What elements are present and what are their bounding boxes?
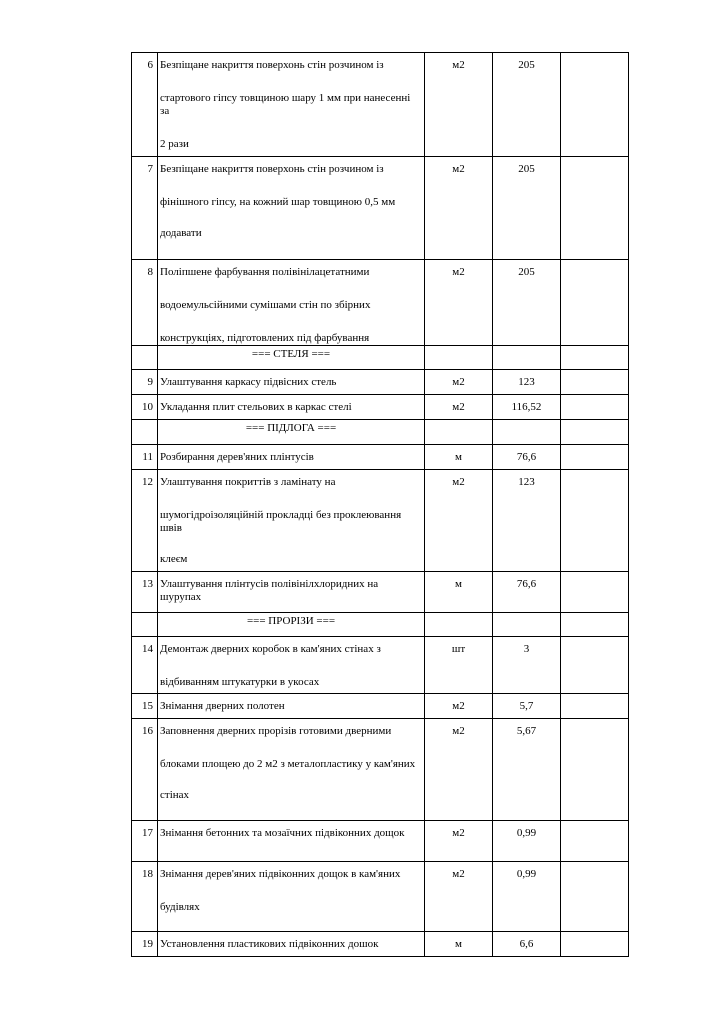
unit-cell: м2 [425,53,493,157]
description-line: Заповнення дверних прорізів готовими дверними [160,725,392,737]
description-line: блоками площею до 2 м2 з металопластику у кам'яних [160,758,416,770]
table-row [132,932,629,957]
unit-cell: м [425,445,493,470]
table-row [132,637,629,694]
table-row [132,157,629,260]
work-description [158,395,425,420]
work-description [158,821,425,862]
work-description [158,260,425,346]
empty-cell [561,53,629,157]
unit-cell: м [425,932,493,957]
row-number: 17 [132,821,158,862]
description-line: стінах [160,789,190,801]
work-description [158,572,425,613]
description-line: Знімання дерев'яних підвіконних дощок в кам'яних [160,868,401,880]
table-row [132,572,629,613]
quantity-cell: 5,67 [493,719,561,821]
description-line: Улаштування каркасу підвісних стель [160,376,337,388]
number-cell [132,613,158,637]
row-number: 11 [132,445,158,470]
quantity-cell: 5,7 [493,694,561,719]
description-line: Улаштування плінтусів полівінілхлоридних на шурупах [160,578,379,603]
empty-cell [561,637,629,694]
work-description [158,694,425,719]
number-cell [132,420,158,445]
quantity-cell: 0,99 [493,821,561,862]
empty-cell [561,719,629,821]
empty-cell [425,346,493,370]
unit-cell: м2 [425,719,493,821]
description-line: шумогідроізоляційній прокладці без проклеювання швів [160,509,402,534]
work-description [158,157,425,260]
quantity-cell: 76,6 [493,445,561,470]
description-line: Розбирання дерев'яних плінтусів [160,451,314,463]
empty-cell [493,346,561,370]
description-line: Установлення пластикових підвіконних дошок [160,938,379,950]
empty-cell [561,572,629,613]
empty-cell [561,445,629,470]
unit-cell: м2 [425,694,493,719]
empty-cell [561,932,629,957]
description-line: Улаштування покриттів з ламінату на [160,476,336,488]
description-line: Укладання плит стельових в каркас стелі [160,401,352,413]
table-row [132,370,629,395]
quantity-cell: 0,99 [493,862,561,932]
row-number: 13 [132,572,158,613]
quantity-cell: 123 [493,470,561,572]
work-description [158,53,425,157]
quantity-cell: 76,6 [493,572,561,613]
empty-cell [561,346,629,370]
empty-cell [561,613,629,637]
row-number: 18 [132,862,158,932]
empty-cell [561,395,629,420]
row-number: 16 [132,719,158,821]
work-description [158,370,425,395]
description-line: Знімання дверних полотен [160,700,285,712]
unit-cell: м2 [425,157,493,260]
table-row [132,470,629,572]
quantity-cell: 205 [493,157,561,260]
work-description [158,862,425,932]
unit-cell: шт [425,637,493,694]
works-table [131,52,629,957]
unit-cell: м2 [425,862,493,932]
empty-cell [561,821,629,862]
section-title: === ПІДЛОГА === [158,420,425,445]
works-table-body [132,53,629,957]
section-row [132,346,629,370]
row-number: 10 [132,395,158,420]
unit-cell: м [425,572,493,613]
work-description [158,932,425,957]
quantity-cell: 123 [493,370,561,395]
row-number: 15 [132,694,158,719]
empty-cell [425,613,493,637]
row-number: 8 [132,260,158,346]
description-line: Безпіщане накриття поверхонь стін розчином із [160,163,384,175]
table-row [132,821,629,862]
empty-cell [561,420,629,445]
description-line: клеєм [160,553,188,565]
number-cell [132,346,158,370]
empty-cell [561,260,629,346]
section-title: === СТЕЛЯ === [158,346,425,370]
description-line: Демонтаж дверних коробок в кам'яних стінах з [160,643,381,655]
row-number: 19 [132,932,158,957]
work-description [158,470,425,572]
description-line: стартового гіпсу товщиною шару 1 мм при нанесенні за [160,92,411,117]
work-description [158,719,425,821]
work-description [158,445,425,470]
unit-cell: м2 [425,260,493,346]
empty-cell [493,420,561,445]
table-row [132,395,629,420]
description-line: Знімання бетонних та мозаїчних підвіконних дощок [160,827,405,839]
row-number: 7 [132,157,158,260]
empty-cell [561,157,629,260]
empty-cell [561,862,629,932]
row-number: 14 [132,637,158,694]
unit-cell: м2 [425,821,493,862]
table-row [132,445,629,470]
work-description [158,637,425,694]
unit-cell: м2 [425,370,493,395]
row-number: 9 [132,370,158,395]
description-line: фінішного гіпсу, на кожний шар товщиною 0,5 мм [160,196,396,208]
row-number: 12 [132,470,158,572]
quantity-cell: 6,6 [493,932,561,957]
unit-cell: м2 [425,395,493,420]
section-title: === ПРОРІЗИ === [158,613,425,637]
section-row [132,420,629,445]
empty-cell [493,613,561,637]
description-line: 2 рази [160,138,189,150]
quantity-cell: 3 [493,637,561,694]
table-row [132,260,629,346]
description-line: водоемульсійними сумішами стін по збірних [160,299,371,311]
quantity-cell: 205 [493,260,561,346]
description-line: додавати [160,227,202,239]
empty-cell [425,420,493,445]
table-row [132,862,629,932]
table-row [132,53,629,157]
description-line: конструкціях, підготовлених під фарбування [160,332,370,344]
description-line: будівлях [160,901,200,913]
empty-cell [561,694,629,719]
table-row [132,694,629,719]
quantity-cell: 205 [493,53,561,157]
unit-cell: м2 [425,470,493,572]
description-line: Поліпшене фарбування полівінілацетатними [160,266,370,278]
quantity-cell: 116,52 [493,395,561,420]
row-number: 6 [132,53,158,157]
description-line: Безпіщане накриття поверхонь стін розчином із [160,59,384,71]
empty-cell [561,370,629,395]
section-row [132,613,629,637]
empty-cell [561,470,629,572]
table-row [132,719,629,821]
description-line: відбиванням штукатурки в укосах [160,676,320,688]
